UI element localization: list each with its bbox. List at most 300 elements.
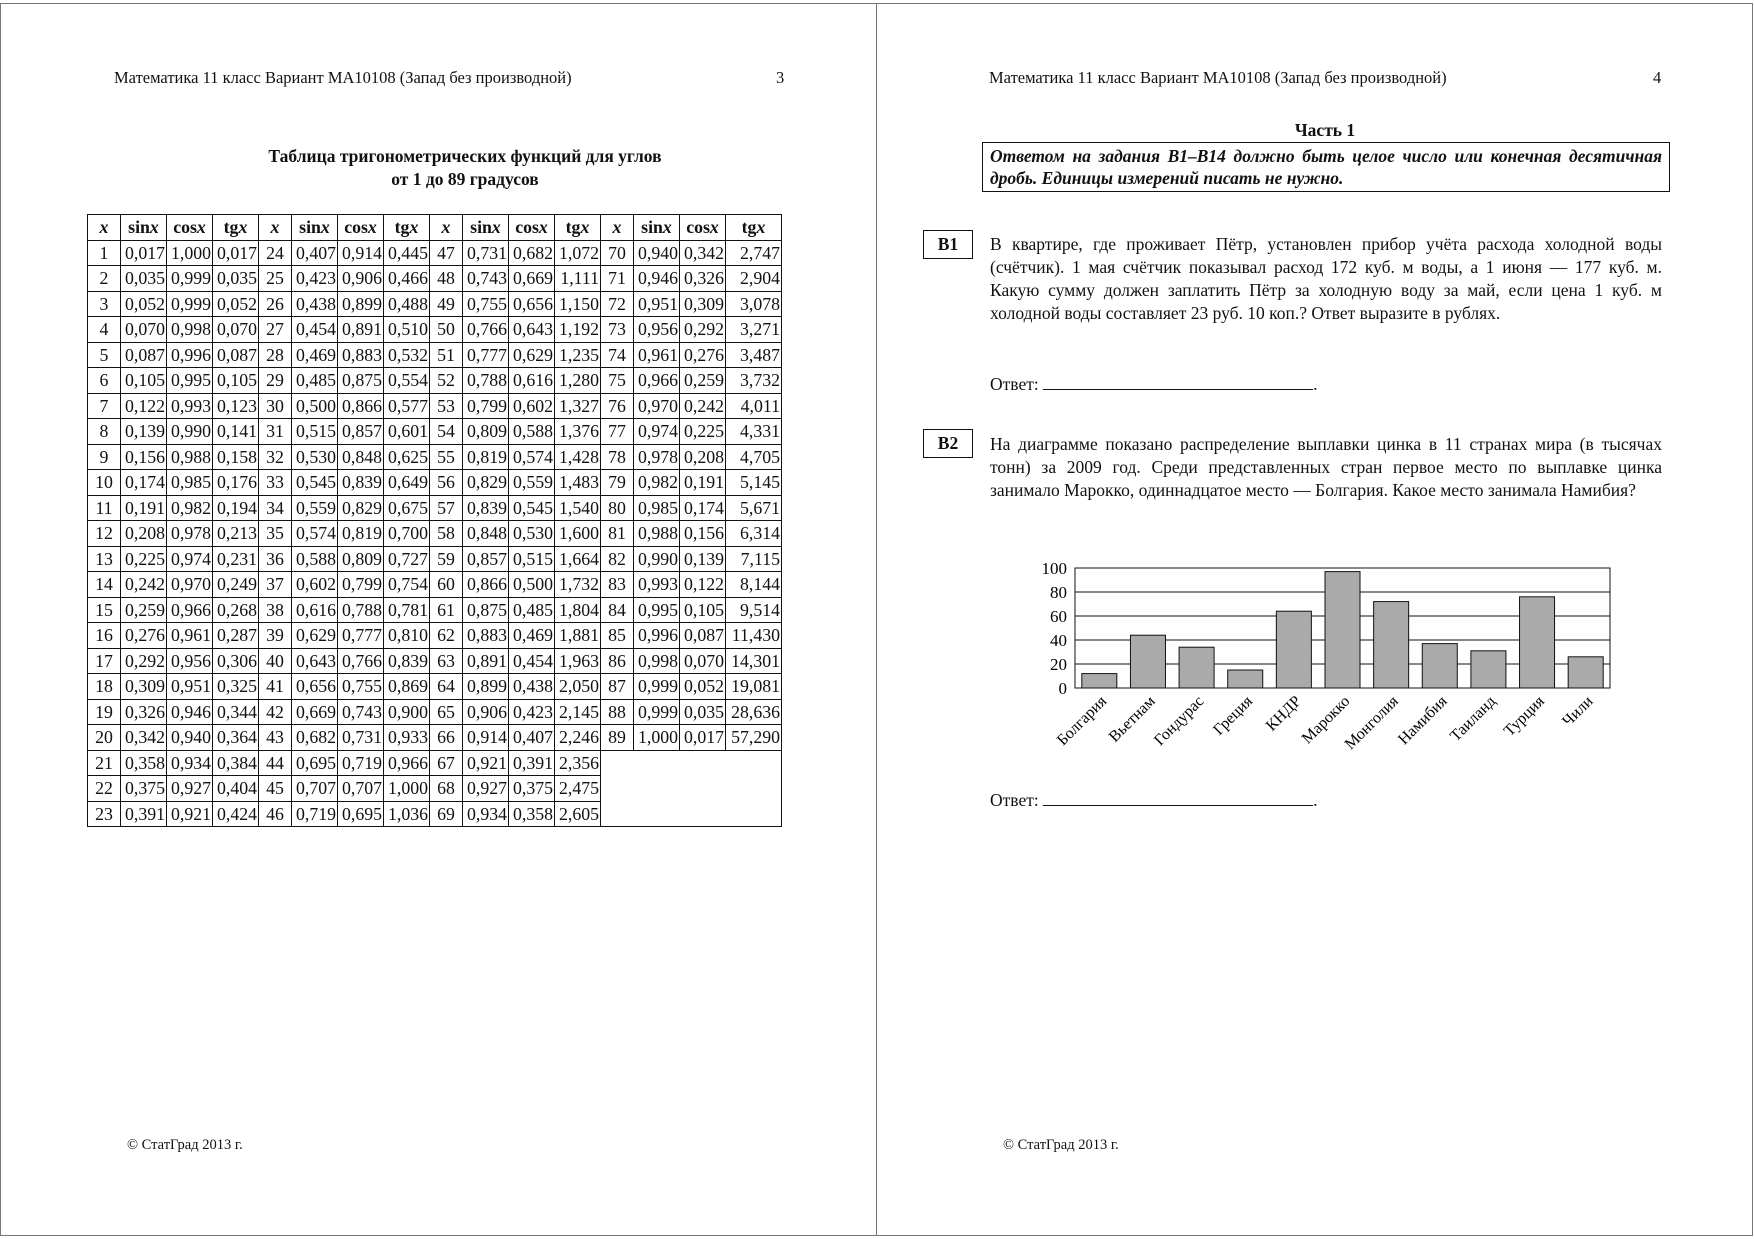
table-cell: 0,934 bbox=[463, 801, 509, 827]
table-cell: 0,940 bbox=[167, 725, 213, 751]
table-cell: 61 bbox=[430, 597, 463, 623]
chart-bar bbox=[1520, 597, 1555, 688]
table-cell: 0,017 bbox=[213, 240, 259, 266]
table-cell: 0,914 bbox=[463, 725, 509, 751]
table-cell: 0,927 bbox=[167, 776, 213, 802]
table-cell: 0,996 bbox=[167, 342, 213, 368]
table-cell: 0,927 bbox=[463, 776, 509, 802]
table-cell: 0,035 bbox=[213, 266, 259, 292]
table-row bbox=[88, 342, 782, 368]
table-cell: 0,035 bbox=[121, 266, 167, 292]
table-cell: 0,259 bbox=[121, 597, 167, 623]
table-cell: 0,342 bbox=[121, 725, 167, 751]
table-cell: 0,990 bbox=[167, 419, 213, 445]
table-cell: 46 bbox=[259, 801, 292, 827]
table-cell: 0,966 bbox=[384, 750, 430, 776]
question-b2-text: На диаграмме показано распределение выплавки цинка в 11 странах мира (в тысячах тонн) за 2009 год. Среди представленных стран первое место по выплавке цинка занимало Марокко, одиннадцатое место — Болгария. Какое место занимала Намибия? bbox=[990, 434, 1662, 500]
table-cell: 0,276 bbox=[121, 623, 167, 649]
table-cell: 1,483 bbox=[555, 470, 601, 496]
table-cell: 0,839 bbox=[384, 648, 430, 674]
table-header-cell: tgx bbox=[726, 215, 782, 241]
table-cell: 33 bbox=[259, 470, 292, 496]
table-cell: 0,407 bbox=[292, 240, 338, 266]
table-cell: 0,982 bbox=[167, 495, 213, 521]
table-cell: 0,087 bbox=[680, 623, 726, 649]
chart-y-tick-label: 60 bbox=[1050, 607, 1067, 626]
table-cell: 0,669 bbox=[509, 266, 555, 292]
table-cell: 0,993 bbox=[634, 572, 680, 598]
table-header-cell: tgx bbox=[213, 215, 259, 241]
table-cell: 0,766 bbox=[338, 648, 384, 674]
table-cell: 1,235 bbox=[555, 342, 601, 368]
table-cell: 0,105 bbox=[680, 597, 726, 623]
table-cell: 1,036 bbox=[384, 801, 430, 827]
table-cell: 0,656 bbox=[292, 674, 338, 700]
table-cell: 0,695 bbox=[292, 750, 338, 776]
table-cell: 0,839 bbox=[463, 495, 509, 521]
table-row bbox=[88, 725, 782, 751]
empty-cell bbox=[601, 776, 782, 802]
table-cell: 0,530 bbox=[509, 521, 555, 547]
table-cell: 0,727 bbox=[384, 546, 430, 572]
table-cell: 0,995 bbox=[167, 368, 213, 394]
table-row bbox=[88, 240, 782, 266]
table-cell: 1,000 bbox=[384, 776, 430, 802]
table-cell: 0,391 bbox=[509, 750, 555, 776]
table-cell: 0,755 bbox=[338, 674, 384, 700]
chart-x-tick-label: Болгария bbox=[1053, 692, 1111, 750]
chart-x-ticks bbox=[1054, 692, 1597, 753]
table-cell: 0,404 bbox=[213, 776, 259, 802]
table-cell: 2,050 bbox=[555, 674, 601, 700]
table-cell: 0,891 bbox=[463, 648, 509, 674]
table-cell: 0,515 bbox=[292, 419, 338, 445]
table-cell: 0,375 bbox=[509, 776, 555, 802]
table-cell: 0,788 bbox=[463, 368, 509, 394]
table-cell: 38 bbox=[259, 597, 292, 623]
table-cell: 74 bbox=[601, 342, 634, 368]
question-b1-text: В квартире, где проживает Пётр, установлен прибор учёта расхода холодной воды (счётчик). 1 мая счётчик показывал расход 172 куб. м воды, а 1 июня — 177 куб. м. Какую сумму должен заплатить Пётр за холодную воду за май, если цена 1 куб. м холодной воды составляет 23 руб. 10 коп.? Ответ выразите в рублях. bbox=[990, 234, 1662, 323]
table-cell: 0,469 bbox=[292, 342, 338, 368]
table-cell: 1,072 bbox=[555, 240, 601, 266]
table-cell: 59 bbox=[430, 546, 463, 572]
chart-bar bbox=[1276, 611, 1311, 688]
table-cell: 9 bbox=[88, 444, 121, 470]
table-cell: 1 bbox=[88, 240, 121, 266]
table-row bbox=[88, 801, 782, 827]
table-cell: 0,934 bbox=[167, 750, 213, 776]
table-cell: 0,454 bbox=[292, 317, 338, 343]
table-cell: 42 bbox=[259, 699, 292, 725]
table-cell: 47 bbox=[430, 240, 463, 266]
table-cell: 0,225 bbox=[121, 546, 167, 572]
table-header-cell: x bbox=[601, 215, 634, 241]
table-cell: 0,643 bbox=[292, 648, 338, 674]
chart-bar bbox=[1179, 647, 1214, 688]
table-cell: 14 bbox=[88, 572, 121, 598]
chart-y-ticks bbox=[1042, 559, 1068, 698]
chart-bars bbox=[1082, 572, 1603, 688]
chart-bar bbox=[1325, 572, 1360, 688]
table-cell: 0,225 bbox=[680, 419, 726, 445]
table-cell: 0,087 bbox=[121, 342, 167, 368]
table-cell: 0,364 bbox=[213, 725, 259, 751]
table-cell: 5 bbox=[88, 342, 121, 368]
table-cell: 3 bbox=[88, 291, 121, 317]
right-page-footer: © СтатГрад 2013 г. bbox=[1003, 1137, 1119, 1153]
table-header-cell: tgx bbox=[555, 215, 601, 241]
table-cell: 29 bbox=[259, 368, 292, 394]
table-cell: 2,904 bbox=[726, 266, 782, 292]
table-cell: 0,857 bbox=[338, 419, 384, 445]
table-title bbox=[190, 145, 740, 191]
table-cell: 0,643 bbox=[509, 317, 555, 343]
table-cell: 0,682 bbox=[292, 725, 338, 751]
table-cell: 41 bbox=[259, 674, 292, 700]
chart-bar bbox=[1422, 644, 1457, 688]
table-cell: 0,574 bbox=[509, 444, 555, 470]
table-cell: 0,866 bbox=[338, 393, 384, 419]
table-cell: 0,707 bbox=[338, 776, 384, 802]
table-cell: 0,951 bbox=[634, 291, 680, 317]
table-cell: 28,636 bbox=[726, 699, 782, 725]
table-cell: 0,649 bbox=[384, 470, 430, 496]
table-cell: 0,700 bbox=[384, 521, 430, 547]
answer-b2-field[interactable] bbox=[1043, 791, 1313, 806]
table-cell: 0,141 bbox=[213, 419, 259, 445]
table-cell: 0,268 bbox=[213, 597, 259, 623]
table-cell: 26 bbox=[259, 291, 292, 317]
table-header-cell: tgx bbox=[384, 215, 430, 241]
table-cell: 0,292 bbox=[121, 648, 167, 674]
table-cell: 0,469 bbox=[509, 623, 555, 649]
table-cell: 87 bbox=[601, 674, 634, 700]
table-cell: 0,194 bbox=[213, 495, 259, 521]
table-cell: 1,280 bbox=[555, 368, 601, 394]
table-cell: 0,326 bbox=[680, 266, 726, 292]
table-cell: 1,327 bbox=[555, 393, 601, 419]
right-page-header: Математика 11 класс Вариант МА10108 (Запад без производной) bbox=[989, 68, 1447, 87]
table-cell: 0,292 bbox=[680, 317, 726, 343]
table-cell: 57 bbox=[430, 495, 463, 521]
answer-b2: Ответ: . bbox=[990, 790, 1318, 810]
table-cell: 85 bbox=[601, 623, 634, 649]
chart-bar bbox=[1471, 651, 1506, 688]
table-cell: 0,982 bbox=[634, 470, 680, 496]
table-cell: 0,588 bbox=[509, 419, 555, 445]
table-cell: 1,428 bbox=[555, 444, 601, 470]
table-row bbox=[88, 776, 782, 802]
table-header-cell: sinx bbox=[292, 215, 338, 241]
table-cell: 78 bbox=[601, 444, 634, 470]
table-cell: 0,985 bbox=[634, 495, 680, 521]
table-cell: 0,139 bbox=[680, 546, 726, 572]
table-cell: 0,309 bbox=[121, 674, 167, 700]
table-cell: 1,000 bbox=[634, 725, 680, 751]
table-row bbox=[88, 521, 782, 547]
table-cell: 0,857 bbox=[463, 546, 509, 572]
chart-y-tick-label: 20 bbox=[1050, 655, 1067, 674]
table-cell: 22 bbox=[88, 776, 121, 802]
answer-b1-label: Ответ: bbox=[990, 374, 1039, 394]
table-cell: 1,376 bbox=[555, 419, 601, 445]
table-cell: 0,999 bbox=[167, 291, 213, 317]
table-cell: 0,743 bbox=[338, 699, 384, 725]
table-row bbox=[88, 470, 782, 496]
table-cell: 0,070 bbox=[680, 648, 726, 674]
table-cell: 0,191 bbox=[121, 495, 167, 521]
table-cell: 37 bbox=[259, 572, 292, 598]
table-cell: 36 bbox=[259, 546, 292, 572]
table-cell: 0,998 bbox=[634, 648, 680, 674]
table-cell: 0,921 bbox=[463, 750, 509, 776]
table-cell: 0,424 bbox=[213, 801, 259, 827]
table-title-line2: от 1 до 89 градусов bbox=[391, 169, 539, 189]
table-cell: 0,695 bbox=[338, 801, 384, 827]
table-cell: 1,111 bbox=[555, 266, 601, 292]
table-cell: 0,906 bbox=[463, 699, 509, 725]
chart-x-tick-label: Чили bbox=[1559, 692, 1597, 730]
table-cell: 0,766 bbox=[463, 317, 509, 343]
table-header-cell: cosx bbox=[167, 215, 213, 241]
table-cell: 0,306 bbox=[213, 648, 259, 674]
table-cell: 2,747 bbox=[726, 240, 782, 266]
table-cell: 82 bbox=[601, 546, 634, 572]
part-title: Часть 1 bbox=[1294, 120, 1356, 140]
table-cell: 67 bbox=[430, 750, 463, 776]
table-cell: 0,946 bbox=[167, 699, 213, 725]
table-cell: 0,358 bbox=[121, 750, 167, 776]
table-cell: 71 bbox=[601, 266, 634, 292]
table-cell: 0,809 bbox=[463, 419, 509, 445]
table-cell: 0,906 bbox=[338, 266, 384, 292]
chart-x-tick-label: Греция bbox=[1210, 692, 1257, 739]
table-title-line1: Таблица тригонометрических функций для углов bbox=[268, 146, 662, 166]
table-cell: 6,314 bbox=[726, 521, 782, 547]
table-cell: 0,629 bbox=[509, 342, 555, 368]
table-cell: 0,530 bbox=[292, 444, 338, 470]
table-cell: 1,192 bbox=[555, 317, 601, 343]
table-cell: 0,344 bbox=[213, 699, 259, 725]
table-cell: 24 bbox=[259, 240, 292, 266]
table-cell: 0,276 bbox=[680, 342, 726, 368]
table-cell: 0,208 bbox=[121, 521, 167, 547]
table-cell: 0,829 bbox=[338, 495, 384, 521]
table-cell: 3,487 bbox=[726, 342, 782, 368]
table-cell: 0,788 bbox=[338, 597, 384, 623]
chart-bar bbox=[1228, 670, 1263, 688]
table-cell: 0,105 bbox=[121, 368, 167, 394]
table-header-cell: cosx bbox=[680, 215, 726, 241]
chart-x-tick-label: КНДР bbox=[1262, 692, 1305, 735]
table-cell: 0,875 bbox=[463, 597, 509, 623]
table-cell: 0,052 bbox=[680, 674, 726, 700]
table-cell: 0,616 bbox=[292, 597, 338, 623]
table-cell: 0,532 bbox=[384, 342, 430, 368]
table-cell: 56 bbox=[430, 470, 463, 496]
table-cell: 0,988 bbox=[634, 521, 680, 547]
table-cell: 0,438 bbox=[292, 291, 338, 317]
table-cell: 0,017 bbox=[680, 725, 726, 751]
left-page-header: Математика 11 класс Вариант МА10108 (Запад без производной) bbox=[114, 68, 572, 87]
answer-b1: Ответ: . bbox=[990, 374, 1318, 394]
chart-x-tick-label: Турция bbox=[1500, 692, 1548, 740]
table-cell: 72 bbox=[601, 291, 634, 317]
table-cell: 64 bbox=[430, 674, 463, 700]
table-cell: 30 bbox=[259, 393, 292, 419]
table-cell: 45 bbox=[259, 776, 292, 802]
table-cell: 0,213 bbox=[213, 521, 259, 547]
table-cell: 32 bbox=[259, 444, 292, 470]
table-cell: 1,804 bbox=[555, 597, 601, 623]
table-cell: 0,869 bbox=[384, 674, 430, 700]
table-header-cell: x bbox=[259, 215, 292, 241]
table-cell: 48 bbox=[430, 266, 463, 292]
table-cell: 86 bbox=[601, 648, 634, 674]
zinc-bar-chart bbox=[1020, 548, 1620, 768]
table-cell: 62 bbox=[430, 623, 463, 649]
table-cell: 0,866 bbox=[463, 572, 509, 598]
table-cell: 4,705 bbox=[726, 444, 782, 470]
table-cell: 0,755 bbox=[463, 291, 509, 317]
table-cell: 0,899 bbox=[338, 291, 384, 317]
table-row bbox=[88, 674, 782, 700]
chart-x-tick-label: Марокко bbox=[1298, 692, 1354, 748]
table-cell: 0,105 bbox=[213, 368, 259, 394]
table-cell: 0,990 bbox=[634, 546, 680, 572]
table-cell: 0,921 bbox=[167, 801, 213, 827]
chart-bar bbox=[1374, 602, 1409, 688]
table-cell: 0,669 bbox=[292, 699, 338, 725]
question-b2-label: B2 bbox=[923, 429, 973, 458]
table-cell: 0,891 bbox=[338, 317, 384, 343]
table-cell: 0,249 bbox=[213, 572, 259, 598]
table-cell: 18 bbox=[88, 674, 121, 700]
table-cell: 0,176 bbox=[213, 470, 259, 496]
table-cell: 1,000 bbox=[167, 240, 213, 266]
table-cell: 1,540 bbox=[555, 495, 601, 521]
table-cell: 0,961 bbox=[167, 623, 213, 649]
answer-b2-label: Ответ: bbox=[990, 790, 1039, 810]
table-cell: 0,485 bbox=[509, 597, 555, 623]
table-cell: 0,829 bbox=[463, 470, 509, 496]
table-cell: 68 bbox=[430, 776, 463, 802]
table-cell: 7,115 bbox=[726, 546, 782, 572]
table-cell: 0,970 bbox=[634, 393, 680, 419]
table-cell: 17 bbox=[88, 648, 121, 674]
table-cell: 25 bbox=[259, 266, 292, 292]
table-cell: 0,342 bbox=[680, 240, 726, 266]
table-row bbox=[88, 597, 782, 623]
instruction-box: Ответом на задания В1–В14 должно быть целое число или конечная десятичная дробь. Единицы измерений писать не нужно. bbox=[982, 142, 1670, 192]
table-header-cell: sinx bbox=[634, 215, 680, 241]
table-cell: 75 bbox=[601, 368, 634, 394]
table-cell: 0,588 bbox=[292, 546, 338, 572]
table-cell: 0,985 bbox=[167, 470, 213, 496]
table-cell: 0,743 bbox=[463, 266, 509, 292]
table-row bbox=[88, 495, 782, 521]
table-cell: 0,122 bbox=[680, 572, 726, 598]
table-cell: 0,577 bbox=[384, 393, 430, 419]
chart-y-tick-label: 40 bbox=[1050, 631, 1067, 650]
table-cell: 0,500 bbox=[292, 393, 338, 419]
table-cell: 0,035 bbox=[680, 699, 726, 725]
table-cell: 0,559 bbox=[509, 470, 555, 496]
table-cell: 35 bbox=[259, 521, 292, 547]
table-cell: 0,358 bbox=[509, 801, 555, 827]
table-cell: 0,625 bbox=[384, 444, 430, 470]
table-cell: 0,978 bbox=[167, 521, 213, 547]
table-cell: 89 bbox=[601, 725, 634, 751]
table-cell: 0,719 bbox=[292, 801, 338, 827]
table-cell: 0,616 bbox=[509, 368, 555, 394]
table-cell: 0,601 bbox=[384, 419, 430, 445]
table-cell: 84 bbox=[601, 597, 634, 623]
table-cell: 0,966 bbox=[634, 368, 680, 394]
table-cell: 0,087 bbox=[213, 342, 259, 368]
table-cell: 0,309 bbox=[680, 291, 726, 317]
table-cell: 0,454 bbox=[509, 648, 555, 674]
table-cell: 58 bbox=[430, 521, 463, 547]
table-cell: 63 bbox=[430, 648, 463, 674]
table-cell: 0,466 bbox=[384, 266, 430, 292]
table-cell: 0,914 bbox=[338, 240, 384, 266]
table-cell: 7 bbox=[88, 393, 121, 419]
table-cell: 5,145 bbox=[726, 470, 782, 496]
answer-b1-field[interactable] bbox=[1043, 375, 1313, 390]
table-cell: 0,799 bbox=[338, 572, 384, 598]
table-cell: 0,810 bbox=[384, 623, 430, 649]
table-cell: 0,988 bbox=[167, 444, 213, 470]
table-cell: 0,883 bbox=[463, 623, 509, 649]
table-cell: 2,475 bbox=[555, 776, 601, 802]
table-cell: 76 bbox=[601, 393, 634, 419]
table-cell: 0,946 bbox=[634, 266, 680, 292]
table-cell: 0,445 bbox=[384, 240, 430, 266]
table-cell: 65 bbox=[430, 699, 463, 725]
table-cell: 0,174 bbox=[121, 470, 167, 496]
table-header-cell: cosx bbox=[509, 215, 555, 241]
table-cell: 0,777 bbox=[463, 342, 509, 368]
table-row bbox=[88, 419, 782, 445]
table-cell: 43 bbox=[259, 725, 292, 751]
table-cell: 0,819 bbox=[338, 521, 384, 547]
table-cell: 0,754 bbox=[384, 572, 430, 598]
table-cell: 0,839 bbox=[338, 470, 384, 496]
table-row bbox=[88, 291, 782, 317]
table-cell: 0,242 bbox=[121, 572, 167, 598]
chart-y-tick-label: 100 bbox=[1041, 559, 1067, 578]
table-cell: 0,423 bbox=[509, 699, 555, 725]
table-row bbox=[88, 368, 782, 394]
table-cell: 19,081 bbox=[726, 674, 782, 700]
page-divider bbox=[876, 3, 877, 1236]
table-cell: 51 bbox=[430, 342, 463, 368]
table-cell: 0,191 bbox=[680, 470, 726, 496]
table-cell: 70 bbox=[601, 240, 634, 266]
table-cell: 0,974 bbox=[167, 546, 213, 572]
table-cell: 5,671 bbox=[726, 495, 782, 521]
table-cell: 0,070 bbox=[121, 317, 167, 343]
chart-bar bbox=[1082, 674, 1117, 688]
table-cell: 1,963 bbox=[555, 648, 601, 674]
empty-cell bbox=[601, 750, 782, 776]
table-cell: 14,301 bbox=[726, 648, 782, 674]
table-cell: 60 bbox=[430, 572, 463, 598]
table-cell: 0,158 bbox=[213, 444, 259, 470]
table-cell: 0,602 bbox=[292, 572, 338, 598]
table-cell: 0,242 bbox=[680, 393, 726, 419]
